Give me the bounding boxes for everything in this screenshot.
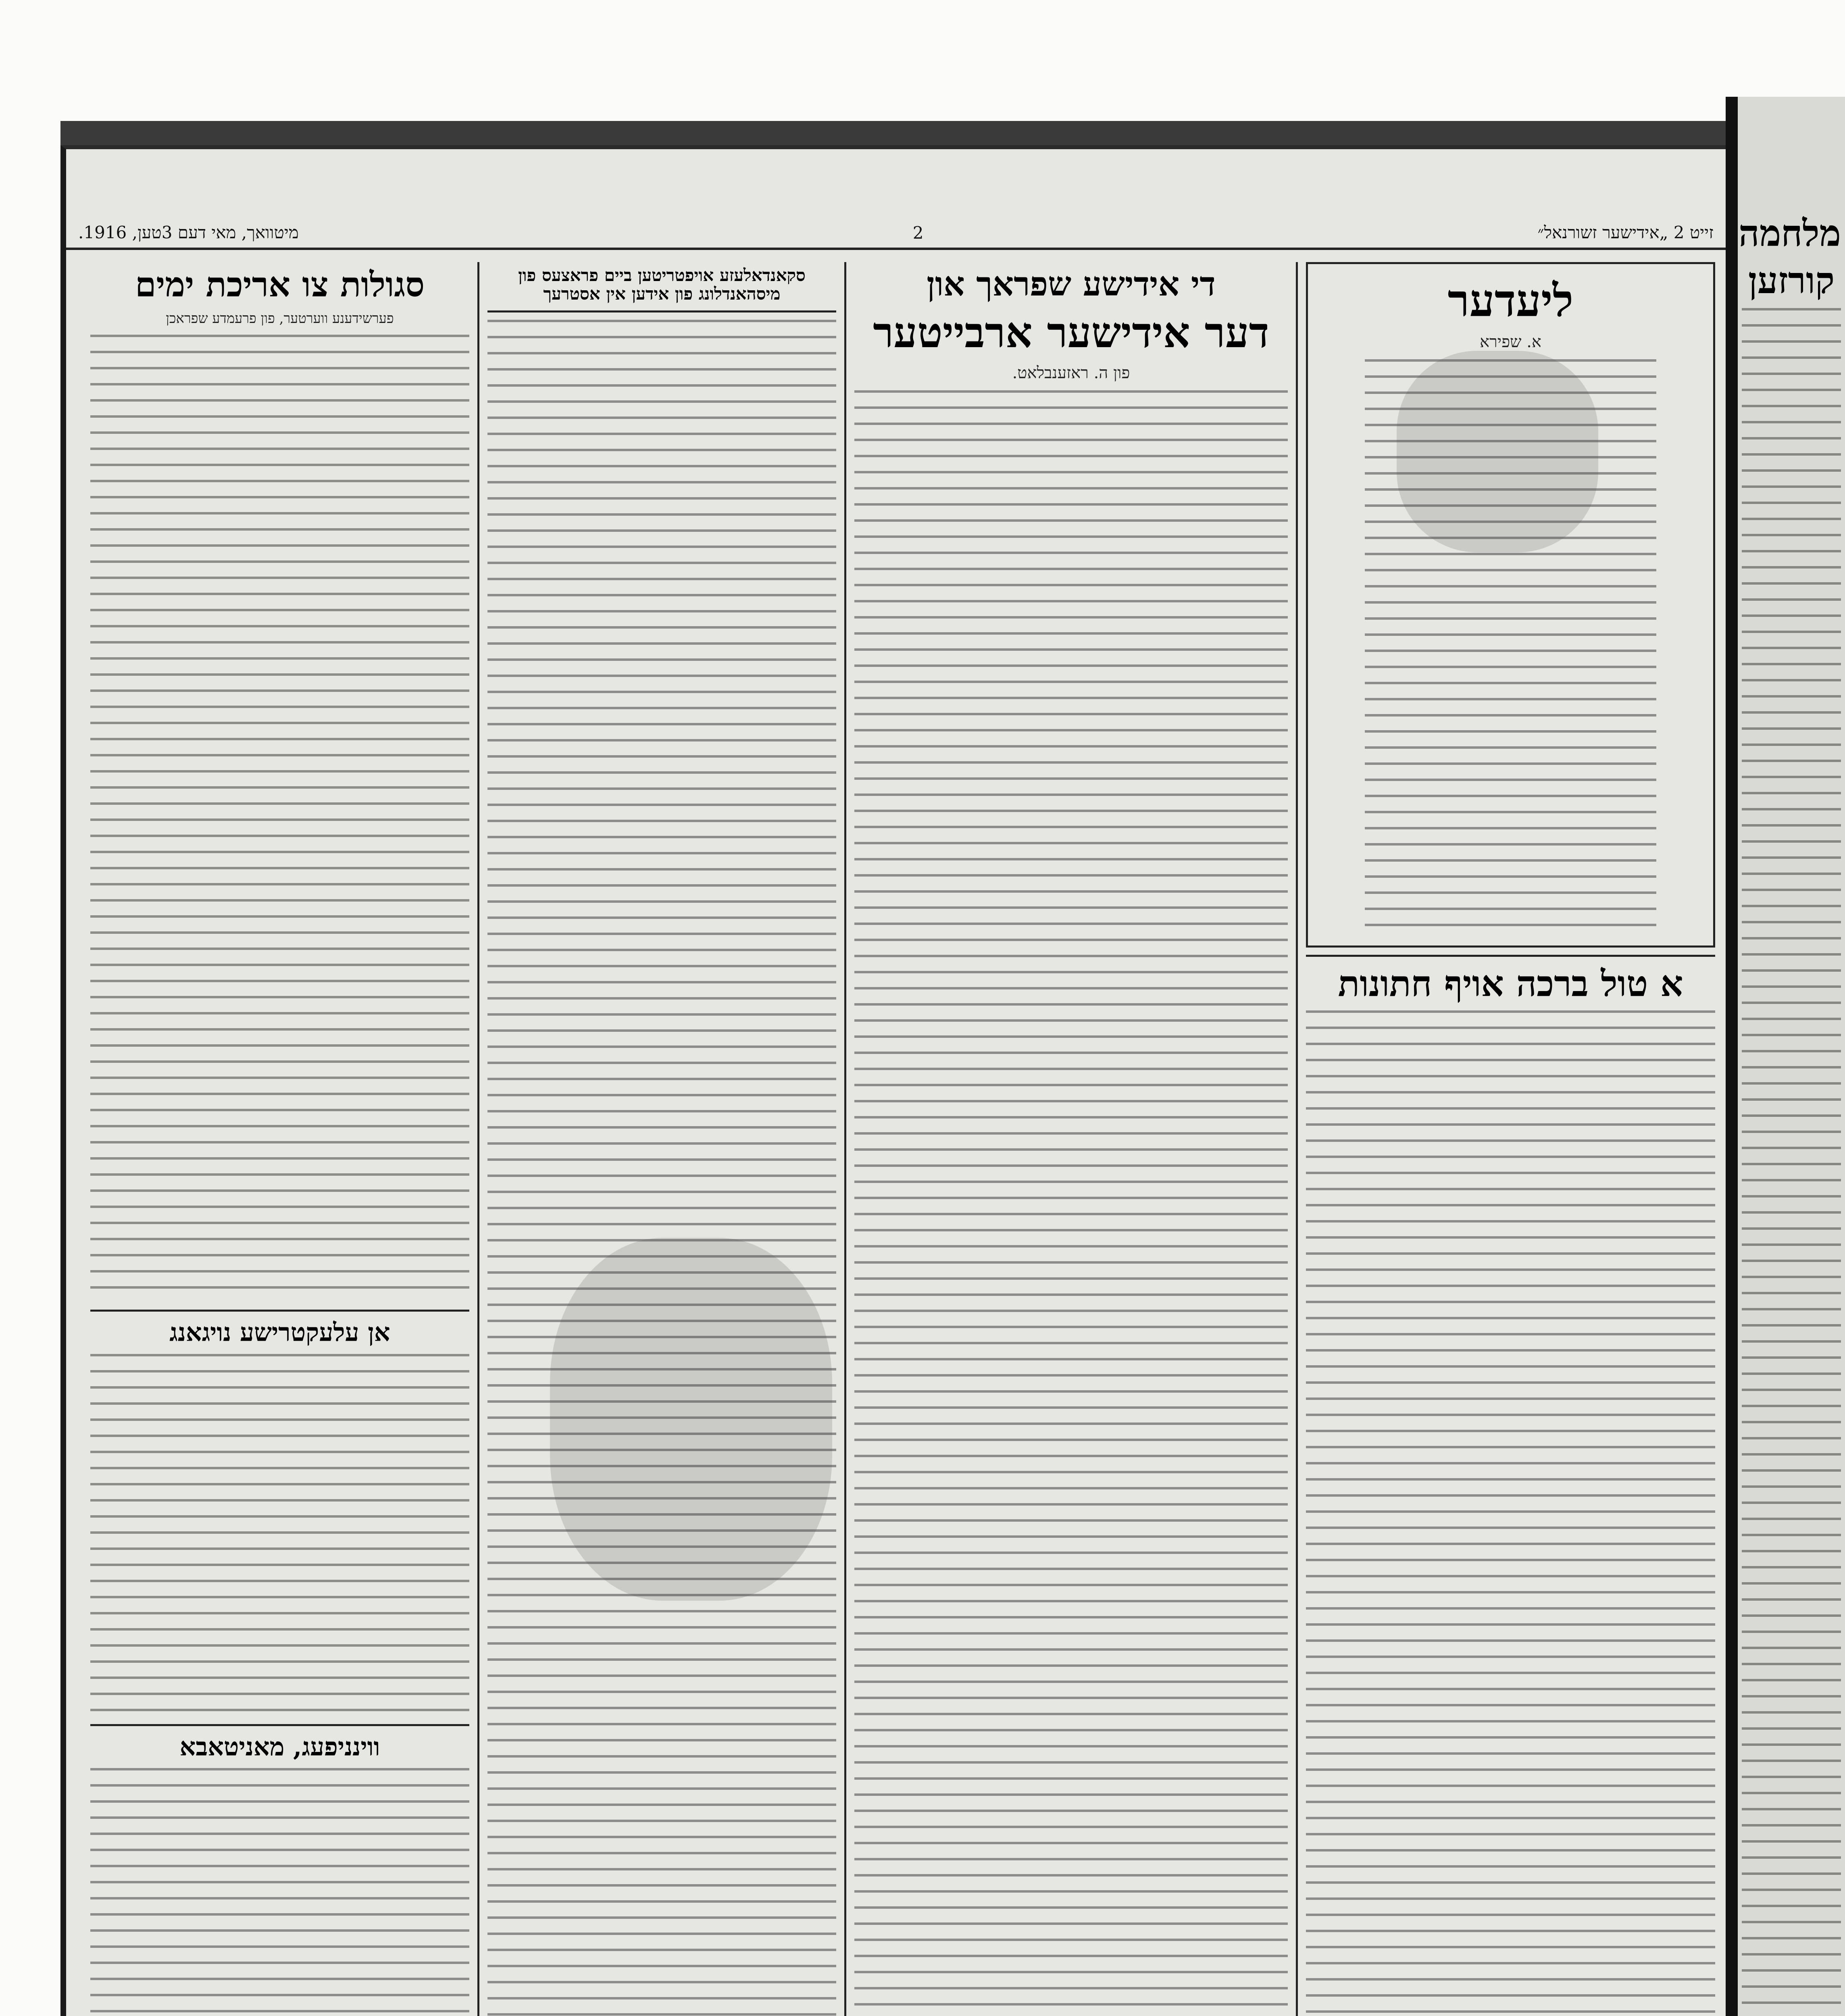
divider <box>487 310 836 312</box>
paper-stain <box>1397 351 1598 552</box>
adjacent-page <box>1726 97 1845 2016</box>
trial-article-text <box>487 320 836 2016</box>
language-article-text <box>854 390 1288 2016</box>
language-article-byline: פון ה. ראזענבלאט. <box>1012 363 1130 382</box>
header-date: מיטוואך, מאי דעם 3טען, 1916. <box>78 223 299 242</box>
longevity-article-subtitle: פערשידענע ווערטער, פון פרעמדע שפראכן <box>166 310 394 327</box>
poem-author: א. שפירא <box>1480 333 1541 351</box>
longevity-article-title: סגולות צו אריכת ימים <box>135 264 425 304</box>
divider <box>90 1724 469 1726</box>
wedding-article-text <box>1306 1010 1715 2016</box>
column-3 <box>477 262 844 2016</box>
language-article-title-2: דער אידישער ארבייטער <box>873 308 1269 358</box>
trial-article-title: סקאנדאלעזע אויפטריטען ביים פראצעס פון מיסהאנדלונג פון אידען אין אסטרעך <box>518 265 806 304</box>
column-4 <box>82 262 477 2016</box>
poem-title: ליעדער <box>1447 275 1574 327</box>
adjacent-page-title-1: מלחמה <box>1739 212 1841 255</box>
newspaper-page <box>60 145 1726 2016</box>
page-top-edge <box>60 121 1726 145</box>
longevity-article-text <box>90 335 469 1302</box>
page-header <box>66 218 1726 250</box>
electric-article-title: אן עלעקטרישע נויגאנג <box>169 1318 390 1347</box>
winnipeg-article-text <box>90 1768 469 2016</box>
header-masthead: זייט 2 „אידישער זשורנאל״ <box>1537 223 1714 242</box>
winnipeg-article-title: ווינניפעג, מאניטאבא <box>179 1732 380 1762</box>
electric-article-text <box>90 1354 469 1717</box>
adjacent-page-title-2: קורזען <box>1748 259 1835 302</box>
wedding-article-title: א טול ברכה אויף חתונות <box>1338 962 1683 1004</box>
language-article-title-1: די אידישע שפראך און <box>927 265 1216 304</box>
paper-stain <box>550 1238 832 1601</box>
divider <box>1306 955 1715 957</box>
header-page-number: 2 <box>912 223 924 243</box>
divider <box>90 1310 469 1312</box>
column-2 <box>844 262 1296 2016</box>
adjacent-page-text <box>1742 308 1841 2016</box>
